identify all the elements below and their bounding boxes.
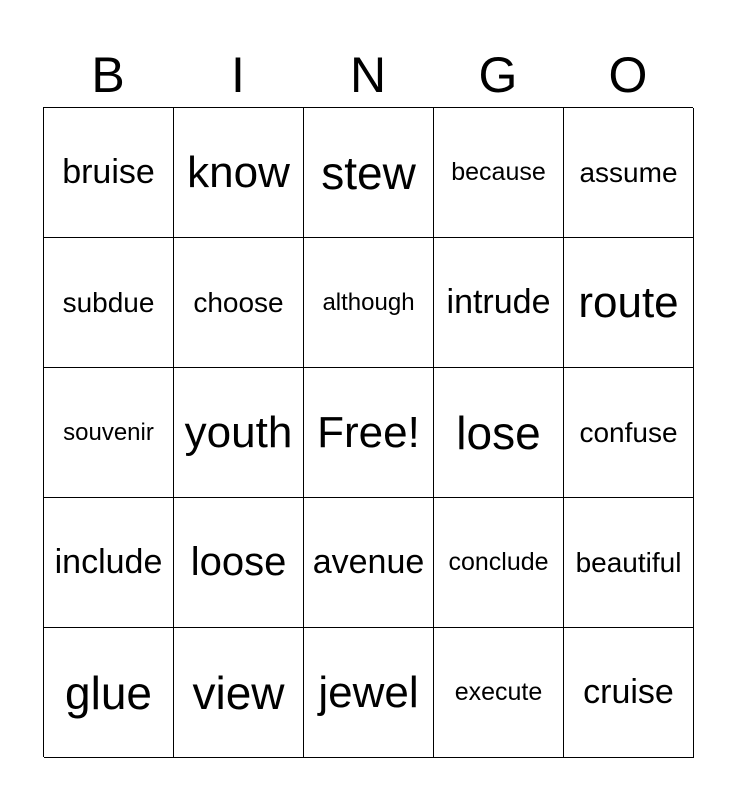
bingo-cell: because: [434, 108, 564, 238]
bingo-cell: cruise: [564, 628, 694, 758]
header-letter-b: B: [91, 47, 125, 103]
bingo-cell: conclude: [434, 498, 564, 628]
bingo-cell: avenue: [304, 498, 434, 628]
bingo-cell: intrude: [434, 238, 564, 368]
bingo-cell: choose: [174, 238, 304, 368]
bingo-cell: include: [44, 498, 174, 628]
bingo-cell: assume: [564, 108, 694, 238]
bingo-cell: subdue: [44, 238, 174, 368]
header-letter-n: N: [349, 47, 387, 103]
bingo-cell: stew: [304, 108, 434, 238]
free-space-cell: Free!: [304, 368, 434, 498]
bingo-cell: although: [304, 238, 434, 368]
bingo-board: [43, 107, 693, 757]
bingo-cell: loose: [174, 498, 304, 628]
bingo-cell: souvenir: [44, 368, 174, 498]
bingo-cell: jewel: [304, 628, 434, 758]
bingo-cell: route: [564, 238, 694, 368]
header-letter-i: I: [231, 47, 245, 103]
bingo-cell: bruise: [44, 108, 174, 238]
header-letter-g: G: [478, 47, 518, 103]
bingo-cell: beautiful: [564, 498, 694, 628]
header-letter-o: O: [608, 47, 648, 103]
bingo-cell: know: [174, 108, 304, 238]
bingo-header: [43, 44, 693, 106]
bingo-cell: lose: [434, 368, 564, 498]
bingo-cell: execute: [434, 628, 564, 758]
bingo-cell: view: [174, 628, 304, 758]
bingo-cell: confuse: [564, 368, 694, 498]
bingo-cell: glue: [44, 628, 174, 758]
bingo-cell: youth: [174, 368, 304, 498]
